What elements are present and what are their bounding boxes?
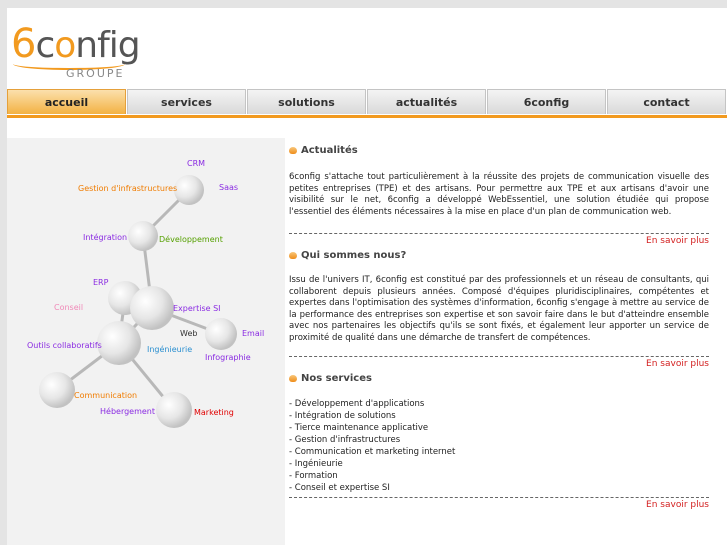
section-nos-services: [289, 370, 709, 510]
more-link[interactable]: En savoir plus: [646, 359, 709, 369]
service-item: - Gestion d'infrastructures: [289, 435, 401, 445]
service-item: - Conseil et expertise SI: [289, 483, 390, 493]
main-content: [289, 142, 709, 510]
nav-6config[interactable]: 6config: [487, 89, 606, 114]
service-item: - Ingénieurie: [289, 459, 343, 469]
label-marketing: Marketing: [194, 408, 234, 417]
orange-bullet-icon: [289, 147, 297, 154]
label-integration: Intégration: [83, 233, 128, 242]
section-body: Issu de l'univers IT, 6config est constitué par des professionnels et un réseau de consultants, qui collaborent depuis plusieurs années. Composé d'équipes pluridisciplinaires, compétentes et expertes dans l'optimisation des systèmes d'information, 6config s'engage à mettre au service de la performance des entreprises son expertise et son savoir faire dans le but d'atteindre ensemble avec nos partenaires les objectifs qu'ils se sont fixés, et également leur apporter un service de proximité de qualité dans une démarche de transfert de compétences.: [289, 275, 709, 343]
label-outils-collaboratifs: Outils collaboratifs: [27, 341, 102, 350]
service-item: - Communication et marketing internet: [289, 447, 456, 457]
logo-groupe: GROUPE: [66, 67, 125, 80]
nav-contact[interactable]: contact: [607, 89, 726, 114]
label-conseil: Conseil: [54, 303, 84, 312]
section-title-text: Qui sommes nous?: [301, 249, 407, 261]
label-ingenieurie: Ingénieurie: [147, 345, 193, 354]
service-item: - Développement d'applications: [289, 399, 425, 409]
divider: [289, 233, 709, 234]
service-item: - Tierce maintenance applicative: [289, 423, 429, 433]
divider: [289, 497, 709, 498]
label-infographie: Infographie: [205, 353, 251, 362]
section-title-text: Nos services: [301, 372, 372, 384]
nav-solutions[interactable]: solutions: [247, 89, 366, 114]
section-title: [289, 142, 709, 158]
logo-wordmark: 6config: [11, 21, 140, 67]
nav-actualites[interactable]: actualités: [367, 89, 486, 114]
section-title: [289, 247, 709, 263]
more-link[interactable]: En savoir plus: [646, 500, 709, 510]
more-link[interactable]: En savoir plus: [646, 236, 709, 246]
section-title: [289, 370, 709, 386]
logo[interactable]: [11, 21, 140, 86]
service-item: - Formation: [289, 471, 338, 481]
label-expertise-si: Expertise SI: [173, 304, 221, 313]
section-qui-sommes-nous: [289, 247, 709, 369]
nav-accueil[interactable]: accueil: [7, 89, 126, 114]
label-hebergement: Hébergement: [100, 407, 156, 416]
label-communication: Communication: [74, 391, 138, 400]
section-title-text: Actualités: [301, 144, 358, 156]
divider: [289, 356, 709, 357]
nav-services[interactable]: services: [127, 89, 246, 114]
orange-bullet-icon: [289, 252, 297, 259]
service-item: - Intégration de solutions: [289, 411, 396, 421]
main-nav: [7, 89, 727, 118]
label-crm: CRM: [187, 159, 206, 168]
label-developpement: Développement: [159, 235, 223, 244]
label-gestion-infrastructures: Gestion d'infrastructures: [78, 184, 178, 193]
label-web: Web: [180, 329, 198, 338]
label-saas: Saas: [219, 183, 239, 192]
services-molecule-graphic: [7, 138, 285, 545]
section-body: 6config s'attache tout particulièrement à la réussite des projets de communication visuelle des petites entreprises (TPE) et des artisans. Pour permettre aux TPE et aux artisans d'avoir une visibilité sur le net, 6config a développé WebEssentiel, une solution étudiée qui propose l'essentiel des éléments nécessaires à la mise en place d'un plan de communication web.: [289, 172, 709, 217]
page: [7, 8, 727, 545]
section-actualites: [289, 142, 709, 246]
label-email: Email: [242, 329, 265, 338]
label-erp: ERP: [93, 278, 109, 287]
services-list: [289, 398, 709, 494]
orange-bullet-icon: [289, 375, 297, 382]
